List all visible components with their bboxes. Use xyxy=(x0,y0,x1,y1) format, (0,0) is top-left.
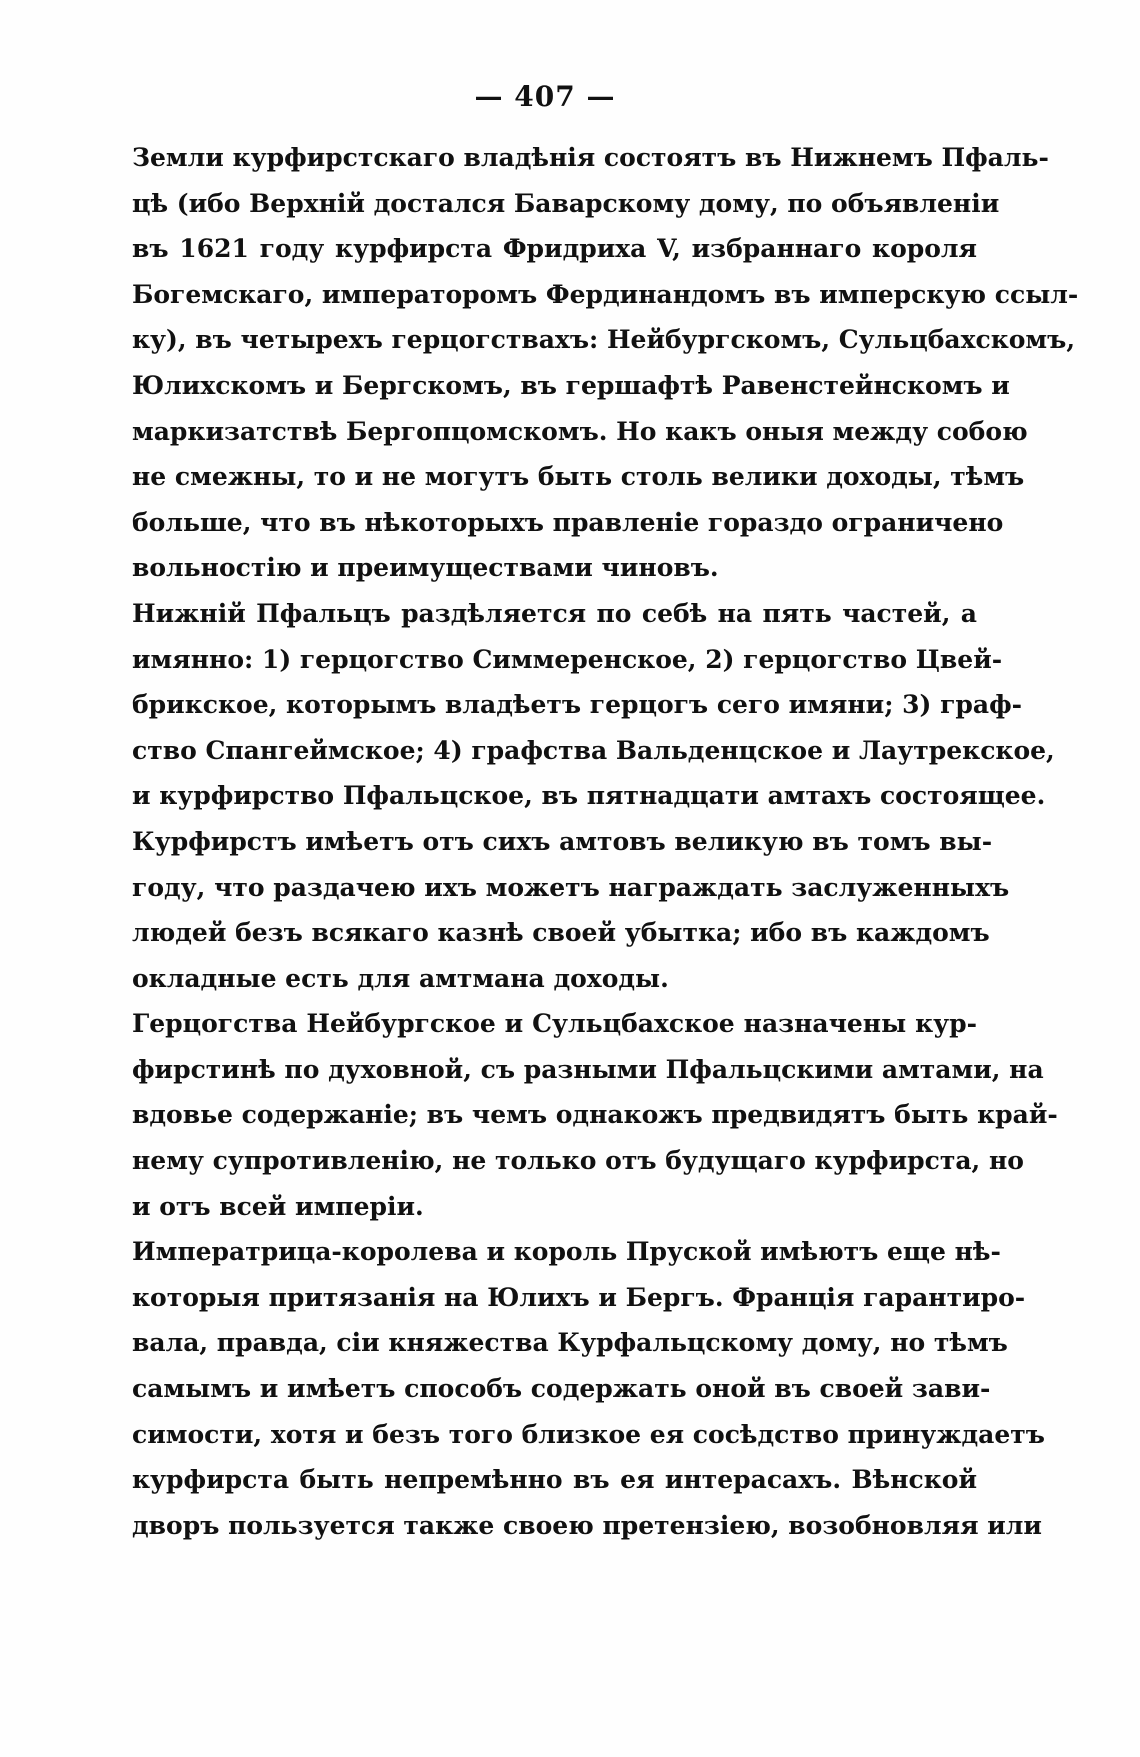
text-line: въ 1621 году курфирста Фридриха V, избраннаго короля xyxy=(132,234,977,264)
text-line: ку), въ четырехъ герцогствахъ: Нейбургскомъ, Сульцбахскомъ, xyxy=(132,325,1076,355)
page-number: — 407 — xyxy=(474,80,616,113)
text-line: цѣ (ибо Верхній достался Баварскому дому, по объявленіи xyxy=(132,188,1000,218)
text-line: Императрица-королева и король Пруской имѣютъ еще нѣ- xyxy=(132,1237,1001,1267)
paragraph xyxy=(132,591,1055,819)
text-line: Земли курфирстскаго владѣнія состоятъ въ Нижнемъ Пфаль- xyxy=(132,143,1049,172)
text-line: фирстинѣ по духовной, съ разными Пфальцскими амтами, на xyxy=(132,1054,1044,1084)
text-line: людей безъ всякаго казнѣ своей убытка; ибо въ каждомъ xyxy=(132,918,990,948)
paragraph xyxy=(132,135,1079,591)
text-line: симости, хотя и безъ того близкое ея сосѣдство принуждаетъ xyxy=(132,1419,1045,1449)
text-line: и отъ всей имперіи. xyxy=(132,1191,424,1221)
text-line: Герцогства Нейбургское и Сульцбахское назначены кур- xyxy=(132,1009,977,1039)
text-line: больше, что въ нѣкоторыхъ правленіе гораздо ограничено xyxy=(132,507,1004,537)
text-line: году, что раздачею ихъ можетъ награждать заслуженныхъ xyxy=(132,872,1010,902)
text-line: которыя притязанія на Юлихъ и Бергъ. Францiя гарантиро- xyxy=(132,1282,1026,1312)
paragraph xyxy=(132,1001,1058,1229)
text-line: вдовье содержаніе; въ чемъ однакожъ предвидятъ быть край- xyxy=(132,1100,1058,1130)
text-line: и курфирство Пфальцское, въ пятнадцати амтахъ состоящее. xyxy=(132,781,1046,811)
text-line: самымъ и имѣетъ способъ содержать оной въ своей зави- xyxy=(132,1374,991,1404)
text-line: Богемскаго, императоромъ Фердинандомъ въ имперскую ссыл- xyxy=(132,279,1079,309)
text-line: не смежны, то и не могутъ быть столь велики доходы, тѣмъ xyxy=(132,462,1025,492)
text-line: курфирста быть непремѣнно въ ея интерасахъ. Вѣнской xyxy=(132,1465,977,1495)
body-text xyxy=(132,135,1079,1548)
text-line: имянно: 1) герцогство Симмеренское, 2) герцогство Цвей- xyxy=(132,644,1003,674)
paragraph xyxy=(132,819,1010,1001)
text-line: брикское, которымъ владѣетъ герцогъ сего имяни; 3) граф- xyxy=(132,690,1022,720)
text-line: Нижній Пфальцъ раздѣляется по себѣ на пять частей, а xyxy=(132,598,977,628)
text-line: дворъ пользуется также своею претензіею, возобновляя или xyxy=(132,1510,1042,1540)
text-line: Курфирстъ имѣетъ отъ сихъ амтовъ великую въ томъ вы- xyxy=(132,826,993,856)
text-line: нему супротивленію, не только отъ будущаго курфирста, но xyxy=(132,1146,1024,1176)
text-line: вольностію и преимуществами чиновъ. xyxy=(132,553,719,583)
text-line: ство Спангеймское; 4) графства Вальденцское и Лаутрекское, xyxy=(132,735,1055,765)
text-line: маркизатствѣ Бергопцомскомъ. Но какъ оныя между собою xyxy=(132,416,1028,446)
text-line: вала, правда, сіи княжества Курфальцскому дому, но тѣмъ xyxy=(132,1328,1008,1358)
text-line: окладные есть для амтмана доходы. xyxy=(132,963,669,993)
text-line: Юлихскомъ и Бергскомъ, въ гершафтѣ Равенстейнскомъ и xyxy=(132,370,1010,400)
paragraph xyxy=(132,1229,1045,1548)
